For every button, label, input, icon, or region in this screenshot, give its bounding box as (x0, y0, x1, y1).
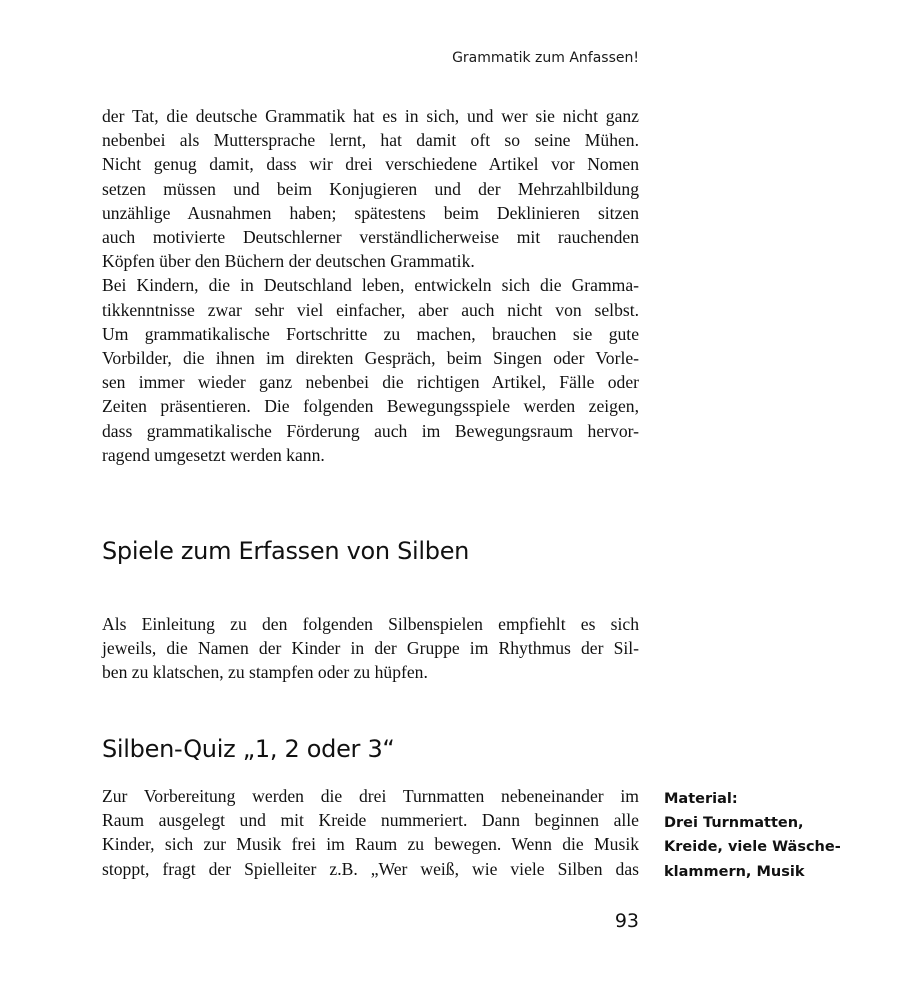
text-line: jeweils, die Namen der Kinder in der Gruppe im Rhythmus der Sil- (102, 638, 639, 659)
text-line: dass grammatikalische Förderung auch im Bewegungsraum hervor- (102, 420, 639, 441)
text-line: ben zu klatschen, zu stampfen oder zu hüpfen. (102, 662, 428, 683)
text-line: der Tat, die deutsche Grammatik hat es in sich, und wer sie nicht ganz (102, 106, 639, 126)
text-line: Köpfen über den Büchern der deutschen Grammatik. (102, 251, 475, 272)
page-number: 93 (614, 910, 639, 932)
text-line: Nicht genug damit, dass wir drei verschiedene Artikel vor Nomen (102, 154, 639, 175)
game-paragraph (102, 784, 639, 881)
text-line: Bei Kindern, die in Deutschland leben, entwickeln sich die Gramma- (102, 275, 639, 296)
text-line: stoppt, fragt der Spielleiter z.B. „Wer weiß, wie viele Silben das (102, 858, 639, 879)
section-heading: Spiele zum Erfassen von Silben (102, 537, 470, 565)
text-line: setzen müssen und beim Konjugieren und der Mehrzahlbildung (102, 178, 639, 199)
text-line: ragend umgesetzt werden kann. (102, 444, 325, 465)
material-line: Kreide, viele Wäsche- (664, 839, 841, 856)
text-line: Raum ausgelegt und mit Kreide nummeriert. Dann beginnen alle (102, 810, 639, 831)
text-line: Zeiten präsentieren. Die folgenden Bewegungsspiele werden zeigen, (102, 396, 639, 417)
text-line: Als Einleitung zu den folgenden Silbenspielen empfiehlt es sich (102, 614, 639, 634)
material-line: Drei Turnmatten, (664, 815, 804, 832)
text-line: sen immer wieder ganz nebenbei die richtigen Artikel, Fälle oder (102, 372, 639, 393)
section-paragraph (102, 612, 639, 685)
text-line: unzählige Ausnahmen haben; spätestens beim Deklinieren sitzen (102, 202, 639, 223)
text-line: Kinder, sich zur Musik frei im Raum zu bewegen. Wenn die Musik (102, 834, 639, 855)
text-line: auch motivierte Deutschlerner verständlicherweise mit rauchenden (102, 227, 639, 248)
text-line: nebenbei als Muttersprache lernt, hat damit oft so seine Mühen. (102, 130, 639, 151)
material-sidebar (664, 787, 864, 884)
material-label: Material: (664, 791, 738, 807)
text-line: Vorbilder, die ihnen im direkten Gespräch, beim Singen oder Vorle- (102, 348, 639, 369)
text-line: tikkenntnisse zwar sehr viel einfacher, aber auch nicht von selbst. (102, 299, 639, 320)
material-line: klammern, Musik (664, 863, 805, 880)
running-header: Grammatik zum Anfassen! (452, 50, 639, 66)
game-heading: Silben-Quiz „1, 2 oder 3“ (102, 735, 395, 763)
text-line: Um grammatikalische Fortschritte zu machen, brauchen sie gute (102, 323, 639, 344)
text-line: Zur Vorbereitung werden die drei Turnmatten nebeneinander im (102, 786, 639, 806)
intro-paragraph (102, 104, 639, 467)
